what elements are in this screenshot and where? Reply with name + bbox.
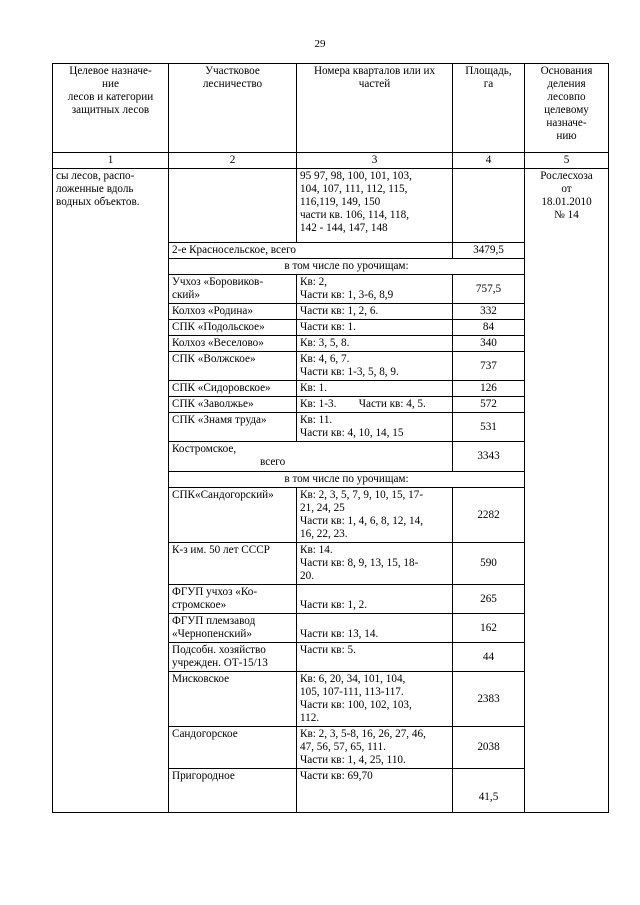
tract-name: Сандогорское [169, 727, 297, 769]
quarters-cell: Кв: 1. [297, 381, 453, 397]
district-total-name: Костромское, [172, 443, 237, 455]
tract-name: СПК «Подольское» [169, 320, 297, 336]
category-cell: сы лесов, распо- ложенные вдоль водных объектов. [53, 169, 169, 813]
table-row [53, 169, 609, 243]
area-cell: 44 [453, 643, 525, 672]
header-district: Участковое лесничество [169, 64, 297, 153]
subheading: в том числе по урочищам: [169, 472, 525, 488]
quarters-cell: Кв: 1-3. Части кв: 4, 5. [297, 397, 453, 413]
quarters-cell: Части кв: 1, 2, 6. [297, 304, 453, 320]
quarters-cell: 95 97, 98, 100, 101, 103, 104, 107, 111, 112, 115, 116,119, 149, 150 части кв. 106, 114, 118, 142 - 144, 147, 148 [297, 169, 453, 243]
tract-name: СПК «Знамя труда» [169, 413, 297, 442]
district-cell [169, 169, 297, 243]
area-cell: 531 [453, 413, 525, 442]
tract-name: Колхоз «Веселово» [169, 336, 297, 352]
quarters-cell: Кв: 2, 3, 5, 7, 9, 10, 15, 17- 21, 24, 25 Части кв: 1, 4, 6, 8, 12, 14, 16, 22, 23. [297, 488, 453, 543]
quarters-cell: Части кв: 5. [297, 643, 453, 672]
page-number: 29 [314, 38, 326, 50]
area-cell: 572 [453, 397, 525, 413]
col-number: 4 [453, 153, 525, 169]
quarters-cell: Кв: 11. Части кв: 4, 10, 14, 15 [297, 413, 453, 442]
area-cell: 757,5 [453, 275, 525, 304]
quarters-cell: Части кв: 1, 2. [297, 585, 453, 614]
quarters-cell: Части кв: 69,70 [297, 769, 453, 813]
quarters-cell: Кв: 4, 6, 7. Части кв: 1-3, 5, 8, 9. [297, 352, 453, 381]
area-cell: 3343 [453, 442, 525, 472]
col-number: 2 [169, 153, 297, 169]
tract-name: СПК «Заволжье» [169, 397, 297, 413]
tract-name: Колхоз «Родина» [169, 304, 297, 320]
tract-name: К-з им. 50 лет СССР [169, 543, 297, 585]
header-row [53, 64, 609, 153]
header-quarters: Номера кварталов или их частей [297, 64, 453, 153]
tract-name: СПК«Сандогорский» [169, 488, 297, 543]
tract-name: Учхоз «Боровиков- ский» [169, 275, 297, 304]
tract-name: Пригородное [169, 769, 297, 813]
quarters-cell: Кв: 3, 5, 8. [297, 336, 453, 352]
header-area: Площадь, га [453, 64, 525, 153]
col-number: 3 [297, 153, 453, 169]
district-total: 2-е Красносельское, всего [169, 243, 453, 259]
area-cell: 2282 [453, 488, 525, 543]
header-basis: Основания деления лесовпо целевому назначе- нию [525, 64, 609, 153]
quarters-cell: Части кв: 13, 14. [297, 614, 453, 643]
quarters-cell: Кв: 14. Части кв: 8, 9, 13, 15, 18- 20. [297, 543, 453, 585]
basis-cell: Рослесхоза от 18.01.2010 № 14 [525, 169, 609, 813]
tract-name: СПК «Сидоровское» [169, 381, 297, 397]
quarters-cell: Части кв: 1. [297, 320, 453, 336]
area-cell: 737 [453, 352, 525, 381]
district-total-suffix: всего [260, 456, 286, 468]
area-cell: 340 [453, 336, 525, 352]
area-cell: 3479,5 [453, 243, 525, 259]
area-cell: 590 [453, 543, 525, 585]
area-cell: 2383 [453, 672, 525, 727]
tract-name: ФГУП учхоз «Ко- стромское» [169, 585, 297, 614]
area-cell: 2038 [453, 727, 525, 769]
district-total [169, 442, 453, 472]
area-cell: 126 [453, 381, 525, 397]
area-cell: 265 [453, 585, 525, 614]
subheading: в том числе по урочищам: [169, 259, 525, 275]
area-cell: 41,5 [453, 769, 525, 813]
quarters-cell: Кв: 6, 20, 34, 101, 104, 105, 107-111, 113-117. Части кв: 100, 102, 103, 112. [297, 672, 453, 727]
area-cell: 84 [453, 320, 525, 336]
forest-division-table [52, 63, 609, 813]
col-number: 5 [525, 153, 609, 169]
area-cell: 332 [453, 304, 525, 320]
quarters-cell: Кв: 2, 3, 5-8, 16, 26, 27, 46, 47, 56, 57, 65, 111. Части кв: 1, 4, 25, 110. [297, 727, 453, 769]
area-cell: 162 [453, 614, 525, 643]
tract-name: ФГУП племзавод «Чернопенский» [169, 614, 297, 643]
header-purpose: Целевое назначе- ние лесов и категории защитных лесов [53, 64, 169, 153]
tract-name: Мисковское [169, 672, 297, 727]
quarters-cell: Кв: 2, Части кв: 1, 3-6, 8,9 [297, 275, 453, 304]
tract-name: Подсобн. хозяйство учрежден. ОТ-15/13 [169, 643, 297, 672]
col-number: 1 [53, 153, 169, 169]
tract-name: СПК «Волжское» [169, 352, 297, 381]
area-cell [453, 169, 525, 243]
column-number-row [53, 153, 609, 169]
